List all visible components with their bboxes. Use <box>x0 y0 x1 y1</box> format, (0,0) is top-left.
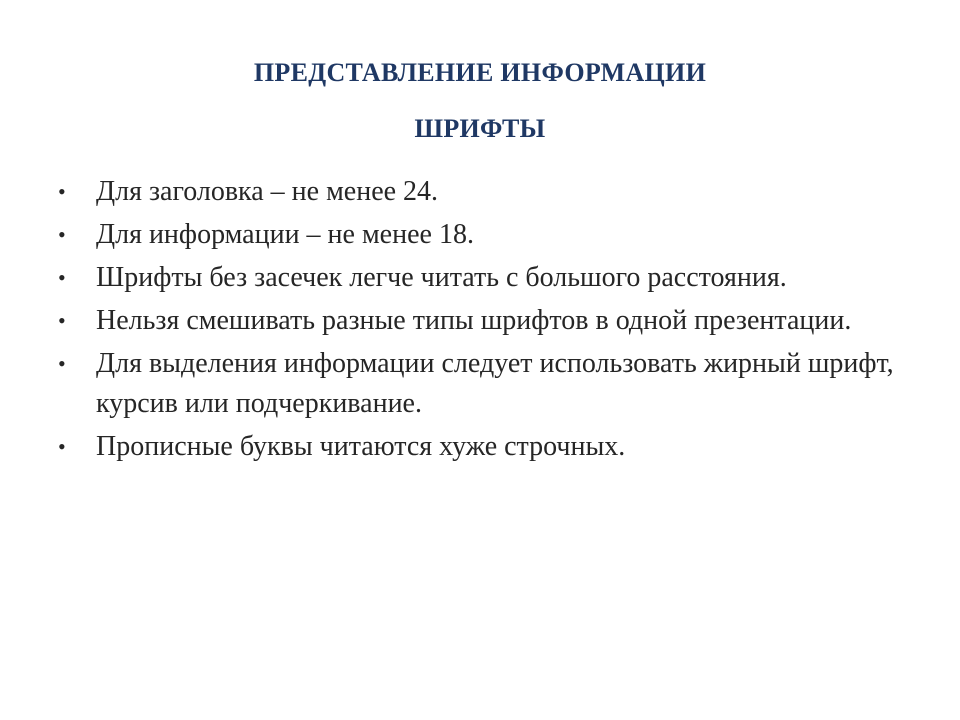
bullet-text: Для информации – не менее 18. <box>96 219 474 250</box>
bullet-icon: • <box>58 265 66 290</box>
bullet-text: Для выделения информации следует использовать жирный шрифт, курсив или подчеркивание. <box>96 348 894 419</box>
bullet-item-no-mixing <box>58 301 918 341</box>
bullet-icon: • <box>58 179 66 204</box>
bullet-item-info-size <box>58 215 918 255</box>
bullet-icon: • <box>58 351 66 376</box>
bullet-text: Прописные буквы читаются хуже строчных. <box>96 431 626 462</box>
bullet-icon: • <box>58 308 66 333</box>
bullet-text: Нельзя смешивать разные типы шрифтов в одной презентации. <box>96 305 852 336</box>
slide-title: ПРЕДСТАВЛЕНИЕ ИНФОРМАЦИИ <box>253 58 707 87</box>
bullet-list <box>58 172 918 470</box>
bullet-item-uppercase <box>58 427 918 467</box>
slide-subtitle: ШРИФТЫ <box>414 114 546 143</box>
bullet-item-emphasis <box>58 344 918 424</box>
bullet-icon: • <box>58 434 66 459</box>
bullet-icon: • <box>58 222 66 247</box>
bullet-text: Шрифты без засечек легче читать с большого расстояния. <box>96 262 787 293</box>
bullet-item-sans-serif <box>58 258 918 298</box>
bullet-text: Для заголовка – не менее 24. <box>96 176 439 207</box>
bullet-item-heading-size <box>58 172 918 212</box>
